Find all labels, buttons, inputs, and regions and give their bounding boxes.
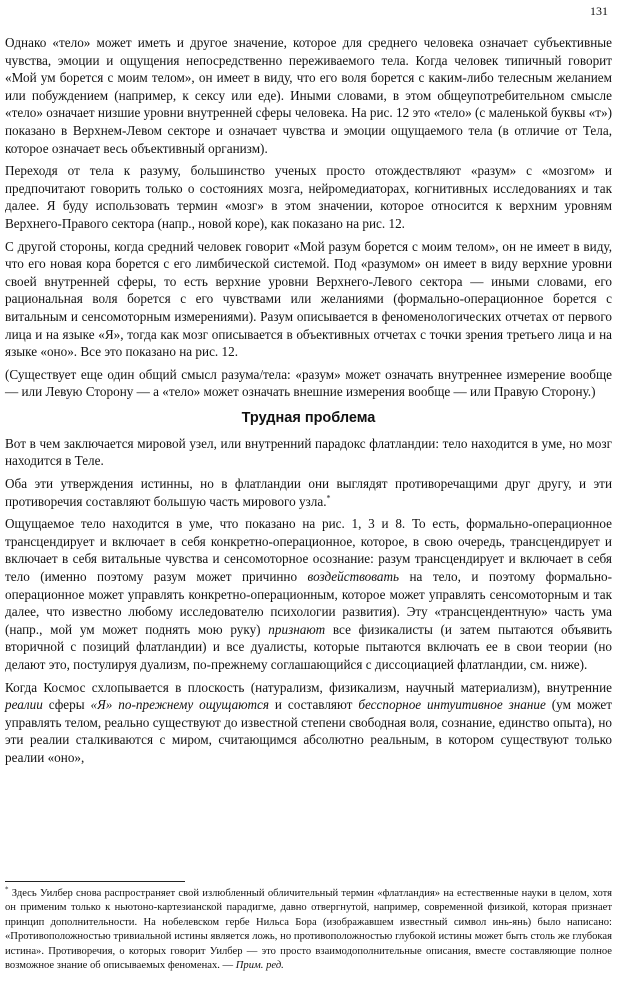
paragraph-8-italic-3: по-прежнему ощущаются — [118, 697, 270, 713]
paragraph-7-italic-2: признают — [268, 621, 326, 637]
footnote-divider — [5, 881, 185, 882]
footnote-mark: * — [5, 885, 9, 894]
paragraph-7-part-c: все физикалисты (и затем пытаются объявить вторичной с позиций флатландии) и все дуалисты, которые пытаются включать ее в свои теории (но делают это, постулируя дуализм, по-прежнему соглашающийся с диссоциацией флатландии, см. ниже). — [5, 621, 612, 672]
paragraph-7-part-a: Ощущаемое тело находится в уме, что показано на рис. 1, 3 и 8. То есть, формально-операционное трансцендирует и включает в себя конкретно-операционное, которое, в свою очередь, трансцендирует и включает в себя витальные чувства и сенсомоторное осознание: разум трансцендирует и включает в себя тело (именно поэтому разум может причинно — [5, 516, 612, 585]
paragraph-5: Вот в чем заключается мировой узел, или внутренний парадокс флатландии: тело находится в уме, но мозг находится в Теле. — [5, 435, 612, 469]
footnote — [5, 887, 612, 973]
footnote-attribution: Прим. ред. — [235, 960, 284, 972]
paragraph-8-part-b: сферы — [42, 697, 91, 713]
paragraph-6-text: Оба эти утверждения истинны, но в флатландии они выглядят противоречащими друг другу, и эти противоречия составляют большую часть мирового узла. — [5, 476, 612, 509]
paragraph-3: С другой стороны, когда средний человек говорит «Мой разум борется с моим телом», он не имеет в виду, что его новая кора борется с его лимбической системой. Под «разумом» он имеет в виду верхние уровни своей внутренней сферы, то есть верхние уровни Верхнего-Левого сектора — иными словами, его рациональная воля борется с его чувствами или желаниями (формально-операционное борется с витальным и сенсомоторным измерениями). Разум описывается в феноменологических отчетах от первого лица и на языке «Я», тогда как мозг описывается в объективных отчетах с точки зрения третьего лица и на языке «оно». Все это показано на рис. 12. — [5, 238, 612, 360]
paragraph-7 — [5, 515, 612, 673]
paragraph-8-italic-2: «Я» — [90, 697, 113, 713]
paragraph-1: Однако «тело» может иметь и другое значение, которое для среднего человека означает субъективные чувства, эмоции и ощущения непосредственно переживаемого тела. Когда человек типичный говорит «Мой ум борется с моим телом», он имеет в виду, что его воля борется с каким-либо телесным желанием или побуждением (например, к сексу или еде). Иными словами, в этом общеупотребительном смысле «тело» означает низшие уровни внутренней сферы человека. На рис. 12 это «тело» (с маленькой буквы «т») показано в Верхнем-Левом секторе и означает чувства и эмоции ощущаемого тела (в отличие от Тела, которое означает весь объективный организм). — [5, 35, 612, 156]
page-number: 131 — [590, 4, 608, 18]
footnote-text: Здесь Уилбер снова распространяет свой излюбленный обличительный термин «флатландия» на естественные науки в целом, хотя он применим только к ньютоно-картезианской парадигме, давно отвергнутой, например, современной физикой, которая признает принцип дополнительности. На нобелевском гербе Нильса Бора (изображавшем известный символ инь-янь) было написано: «Противоположностью тривиальной истины является ложь, но противоположностью глубокой истины может быть столь же глубокая истина». Противоречия, о которых говорит Уилбер — это просто взаимодополнительные описания, вместе составляющие полное возможное знание об описываемых феноменах. — — [5, 888, 612, 972]
paragraph-8-italic-4: бесспорное интуитивное знание — [358, 697, 546, 713]
paragraph-8-part-e: (ум может управлять телом, реально существуют до известной степени свободная воля, сознание, единство опыта), но эти реалии сталкиваются с миром, считающимся абсолютно реальным, в котором существуют только реалии «оно», — [5, 697, 613, 765]
paragraph-8-italic-1: реалии — [5, 697, 43, 713]
paragraph-7-part-b: на тело, и поэтому формально-операционное может управлять конкретно-операционным, которое может управлять сенсомоторным и так далее, что известно любому исследователю психологии развития). Эту «трансцендентную» часть ума (напр., мой ум может поднять мою руку) — [5, 569, 613, 637]
paragraph-2: Переходя от тела к разуму, большинство ученых просто отождествляют «разум» с «мозгом» и предпочитают говорить только о состояниях мозга, нейромедиаторах, когнитивных исследованиях и так далее. Я буду использовать термин «мозг» в этом значении, которое относится к верхним уровням Верхнего-Правого сектора (напр., новой коре), как показано на рис. 12. — [5, 163, 612, 231]
footnote-ref-mark: * — [326, 493, 331, 503]
paragraph-6 — [5, 475, 612, 510]
paragraph-8-part-a: Когда Космос схлопывается в плоскость (натурализм, физикализм, научный материализм), внутренние — [5, 679, 612, 695]
paragraph-4: (Существует еще один общий смысл разума/тела: «разум» может означать внутреннее измерение вообще — или Левую Сторону — а «тело» может означать внешние измерения вообще — или Правую Сторону.) — [5, 366, 612, 400]
section-heading: Трудная проблема — [241, 409, 376, 426]
paragraph-8 — [5, 679, 612, 767]
main-text — [5, 34, 612, 772]
paragraph-7-italic-1: воздействовать — [307, 569, 400, 585]
paragraph-8-part-d: и составляют — [269, 697, 359, 713]
